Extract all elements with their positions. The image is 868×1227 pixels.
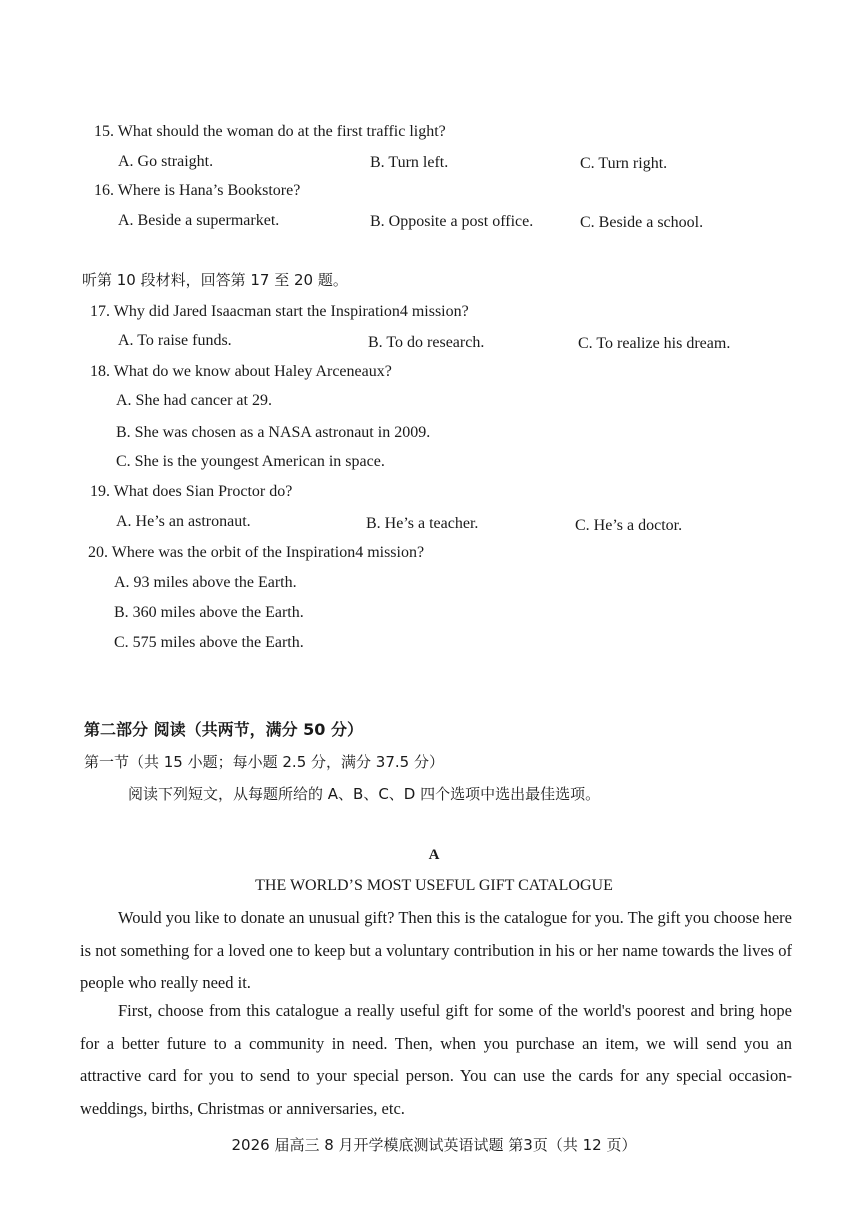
question-15-option-c: C. Turn right. xyxy=(580,155,668,172)
passage-letter: A xyxy=(428,847,440,863)
question-17-option-b: B. To do research. xyxy=(368,334,485,351)
question-17-stem: 17. Why did Jared Isaacman start the Inspiration4 mission? xyxy=(90,303,469,320)
question-16-option-b: B. Opposite a post office. xyxy=(370,213,534,230)
question-15-option-a: A. Go straight. xyxy=(118,153,214,170)
part-two-title: 第二部分 阅读（共两节，满分 50 分） xyxy=(84,720,363,739)
question-20-option-b: B. 360 miles above the Earth. xyxy=(114,604,304,621)
section-one-title: 第一节（共 15 小题；每小题 2.5 分，满分 37.5 分） xyxy=(84,753,444,771)
question-20-option-a: A. 93 miles above the Earth. xyxy=(114,574,297,591)
question-19-option-c: C. He’s a doctor. xyxy=(575,517,683,534)
question-16-option-a: A. Beside a supermarket. xyxy=(118,212,280,229)
question-16-option-c: C. Beside a school. xyxy=(580,214,704,231)
page-footer: 2026 届高三 8 月开学模底测试英语试题 第3页（共 12 页） xyxy=(231,1136,637,1154)
question-20-option-c: C. 575 miles above the Earth. xyxy=(114,634,304,651)
question-18-option-a: A. She had cancer at 29. xyxy=(116,392,272,409)
question-19-stem: 19. What does Sian Proctor do? xyxy=(90,483,293,500)
question-20-stem: 20. Where was the orbit of the Inspiration4 mission? xyxy=(88,544,425,561)
passage-title: THE WORLD’S MOST USEFUL GIFT CATALOGUE xyxy=(255,877,613,894)
question-18-option-c: C. She is the youngest American in space. xyxy=(116,453,385,470)
question-18-stem: 18. What do we know about Haley Arceneaux? xyxy=(90,363,392,380)
reading-instruction: 阅读下列短文，从每题所给的 A、B、C、D 四个选项中选出最佳选项。 xyxy=(128,785,601,803)
question-15-option-b: B. Turn left. xyxy=(370,154,449,171)
question-19-option-a: A. He’s an astronaut. xyxy=(116,513,251,530)
question-19-option-b: B. He’s a teacher. xyxy=(366,515,479,532)
passage-paragraph-2: First, choose from this catalogue a really useful gift for some of the world's poorest and bring hope for a better future to a community in need. Then, when you purchase an item, we will send you an attractive card for you to send to your special person. You can use the cards for any special occasion-weddings, births, Christmas or anniversaries, etc. xyxy=(80,1001,792,1118)
question-16-stem: 16. Where is Hana’s Bookstore? xyxy=(94,182,301,199)
passage-paragraph-1: Would you like to donate an unusual gift? Then this is the catalogue for you. The gift you choose here is not something for a loved one to keep but a voluntary contribution in his or her name towards the lives of people who really need it. xyxy=(80,908,792,992)
section-10-instruction: 听第 10 段材料，回答第 17 至 20 题。 xyxy=(82,271,348,289)
question-18-option-b: B. She was chosen as a NASA astronaut in 2009. xyxy=(116,424,431,441)
question-17-option-a: A. To raise funds. xyxy=(118,332,232,349)
question-17-option-c: C. To realize his dream. xyxy=(578,335,731,352)
question-15-stem: 15. What should the woman do at the first traffic light? xyxy=(94,123,446,140)
